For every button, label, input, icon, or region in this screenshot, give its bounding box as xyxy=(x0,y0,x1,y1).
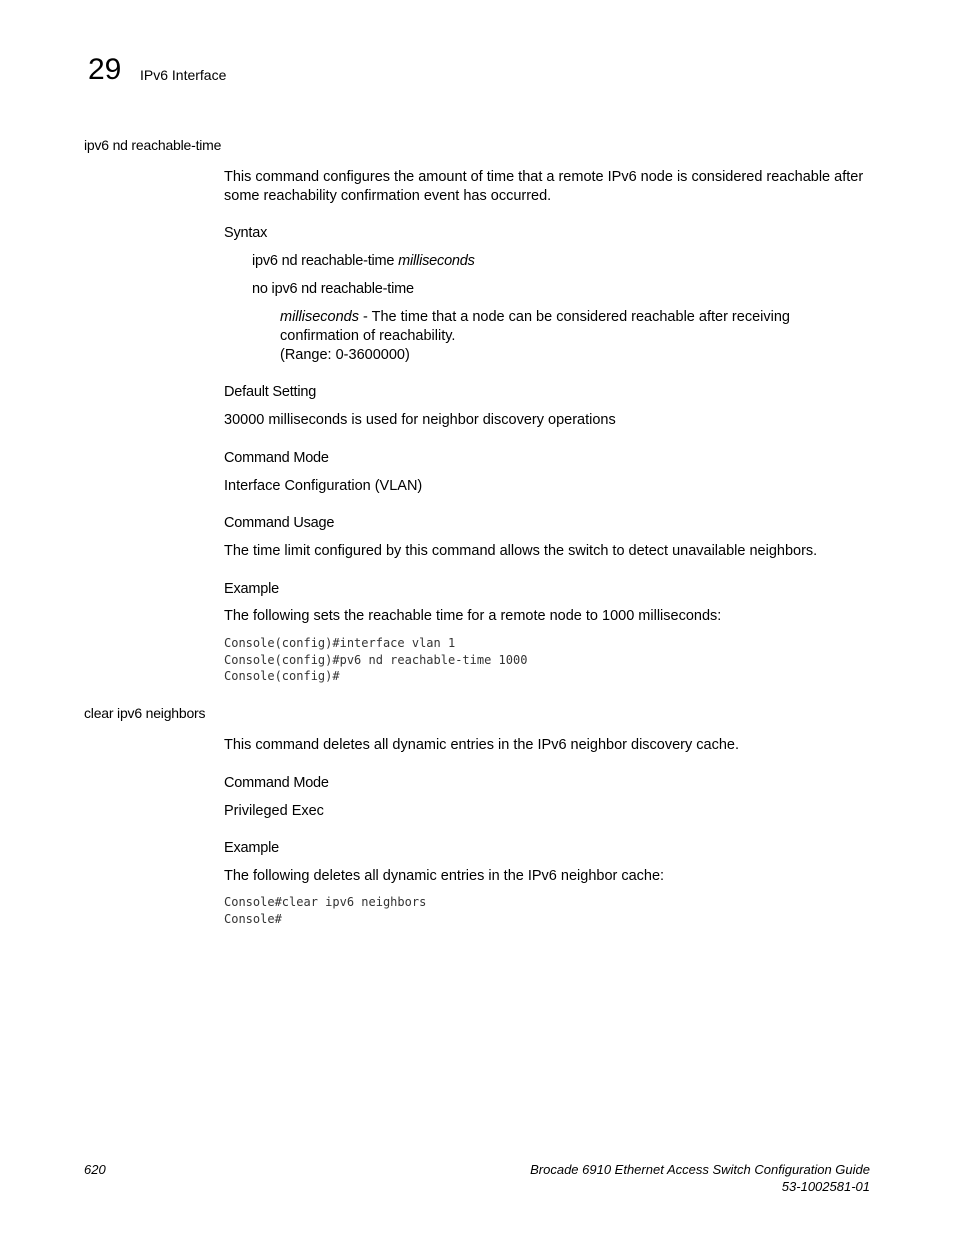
reachable-time-description: This command configures the amount of time that a remote IPv6 node is considered reachable after some reachability confirmation event has occurred. xyxy=(224,169,864,204)
default-setting-text: 30000 milliseconds is used for neighbor discovery operations xyxy=(224,412,616,428)
example-code-block: Console#clear ipv6 neighbors Console# xyxy=(224,895,427,926)
example-code-block: Console(config)#interface vlan 1 Console(config)#pv6 nd reachable-time 1000 Console(config)# xyxy=(224,636,528,684)
syntax-heading: Syntax xyxy=(224,225,268,241)
syntax-command-text: ipv6 nd reachable-time xyxy=(252,253,395,269)
syntax-no-form: no ipv6 nd reachable-time xyxy=(252,281,414,297)
syntax-param: milliseconds xyxy=(398,253,475,269)
clear-neighbors-description: This command deletes all dynamic entries in the IPv6 neighbor discovery cache. xyxy=(224,737,740,753)
command-usage-text: The time limit configured by this command allows the switch to detect unavailable neighbors. xyxy=(224,543,818,559)
chapter-title: IPv6 Interface xyxy=(140,67,227,83)
command-mode-text: Interface Configuration (VLAN) xyxy=(224,478,423,494)
param-description xyxy=(280,308,860,365)
example-heading: Example xyxy=(224,581,280,597)
example-heading: Example xyxy=(224,840,280,856)
command-mode-text: Privileged Exec xyxy=(224,803,324,819)
example-text: The following sets the reachable time for a remote node to 1000 milliseconds: xyxy=(224,608,722,624)
guide-title: Brocade 6910 Ethernet Access Switch Configuration Guide xyxy=(530,1162,870,1177)
doc-number: 53-1002581-01 xyxy=(781,1179,870,1194)
param-desc: - The time that a node can be considered reachable after receiving confirmation of reachability. xyxy=(280,309,790,344)
default-setting-heading: Default Setting xyxy=(224,384,317,400)
command-heading-clear-neighbors: clear ipv6 neighbors xyxy=(84,705,206,721)
page-number: 620 xyxy=(84,1162,106,1177)
param-range: (Range: 0-3600000) xyxy=(280,347,410,363)
command-usage-heading: Command Usage xyxy=(224,515,335,531)
command-mode-heading: Command Mode xyxy=(224,450,329,466)
command-mode-heading: Command Mode xyxy=(224,775,329,791)
syntax-command xyxy=(252,252,475,271)
example-text: The following deletes all dynamic entries in the IPv6 neighbor cache: xyxy=(224,868,665,884)
footer-guide-info xyxy=(530,1161,870,1195)
chapter-number: 29 xyxy=(88,53,122,86)
command-heading-reachable-time: ipv6 nd reachable-time xyxy=(84,137,222,153)
param-name: milliseconds xyxy=(280,309,359,325)
